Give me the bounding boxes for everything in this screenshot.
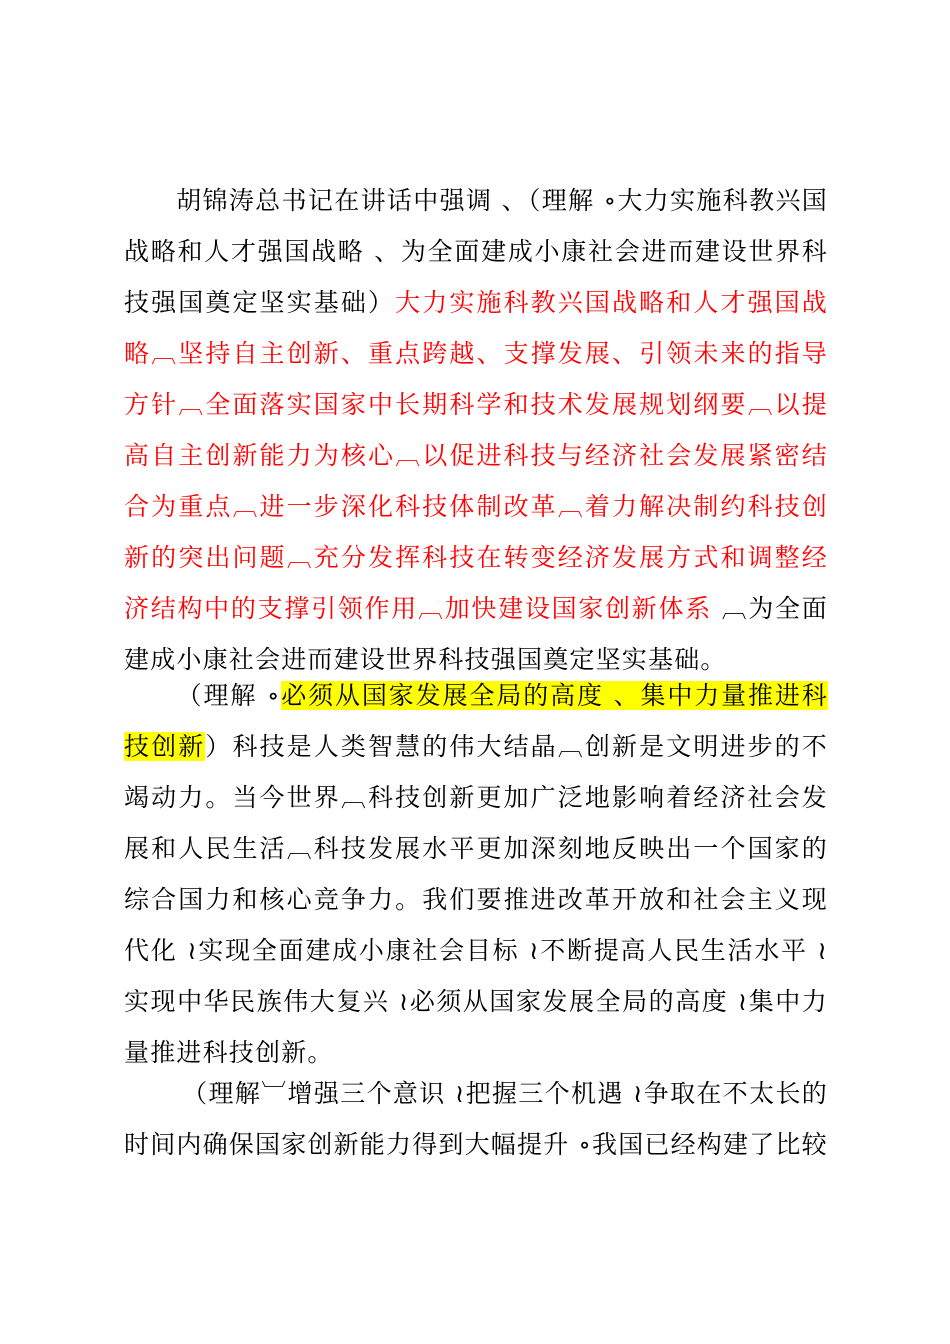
paragraph-2-lead: （理解 ∘	[176, 681, 281, 710]
paragraph-2-body: ）科技是人类智慧的伟大结晶︹创新是文明进步的不竭动力。当今世界︹科技创新更加广泛地影响着经济社会发展和人民生活︹科技发展水平更加深刻地反映出一个国家的综合国力和核心竞争力。我们要推进改革开放和社会主义现代化 ≀实现全面建成小康社会目标 ≀不断提高人民生活水平 ≀实现中华民族伟大复兴 ≀必须从国家发展全局的高度 ≀集中力量推进科技创新。	[124, 732, 828, 1067]
paragraph-3-text: （理解︺增强三个意识 ≀把握三个机遇 ≀争取在不太长的时间内确保国家创新能力得到大幅提升 ∘我国已经构建了比较	[124, 1079, 828, 1159]
paragraph-2	[124, 670, 828, 1078]
paragraph-3	[124, 1068, 828, 1170]
paragraph-1	[124, 175, 828, 685]
paragraph-2-highlight: 必须从国家发展全局的高度 、集中力量推进科技创新	[124, 681, 829, 761]
paragraph-1-tail: ︹为全面建成小康社会进而建设世界科技强国奠定坚实基础。	[124, 594, 828, 674]
paragraph-1-red-emphasis: 大力实施科教兴国战略和人才强国战略︹坚持自主创新、重点跨越、支撑发展、引领未来的指导方针︹全面落实国家中长期科学和技术发展规划纲要︹以提高自主创新能力为核心︹以促进科技与经济社会发展紧密结合为重点︹进一步深化科技体制改革︹着力解决制约科技创新的突出问题︹充分发挥科技在转变经济发展方式和调整经济结构中的支撑引领作用︹加快建设国家创新体系	[124, 288, 828, 623]
paragraph-1-intro: 胡锦涛总书记在讲话中强调 、（理解 ∘大力实施科教兴国战略和人才强国战略 、为全面建成小康社会进而建设世界科技强国奠定坚实基础）	[124, 186, 828, 317]
